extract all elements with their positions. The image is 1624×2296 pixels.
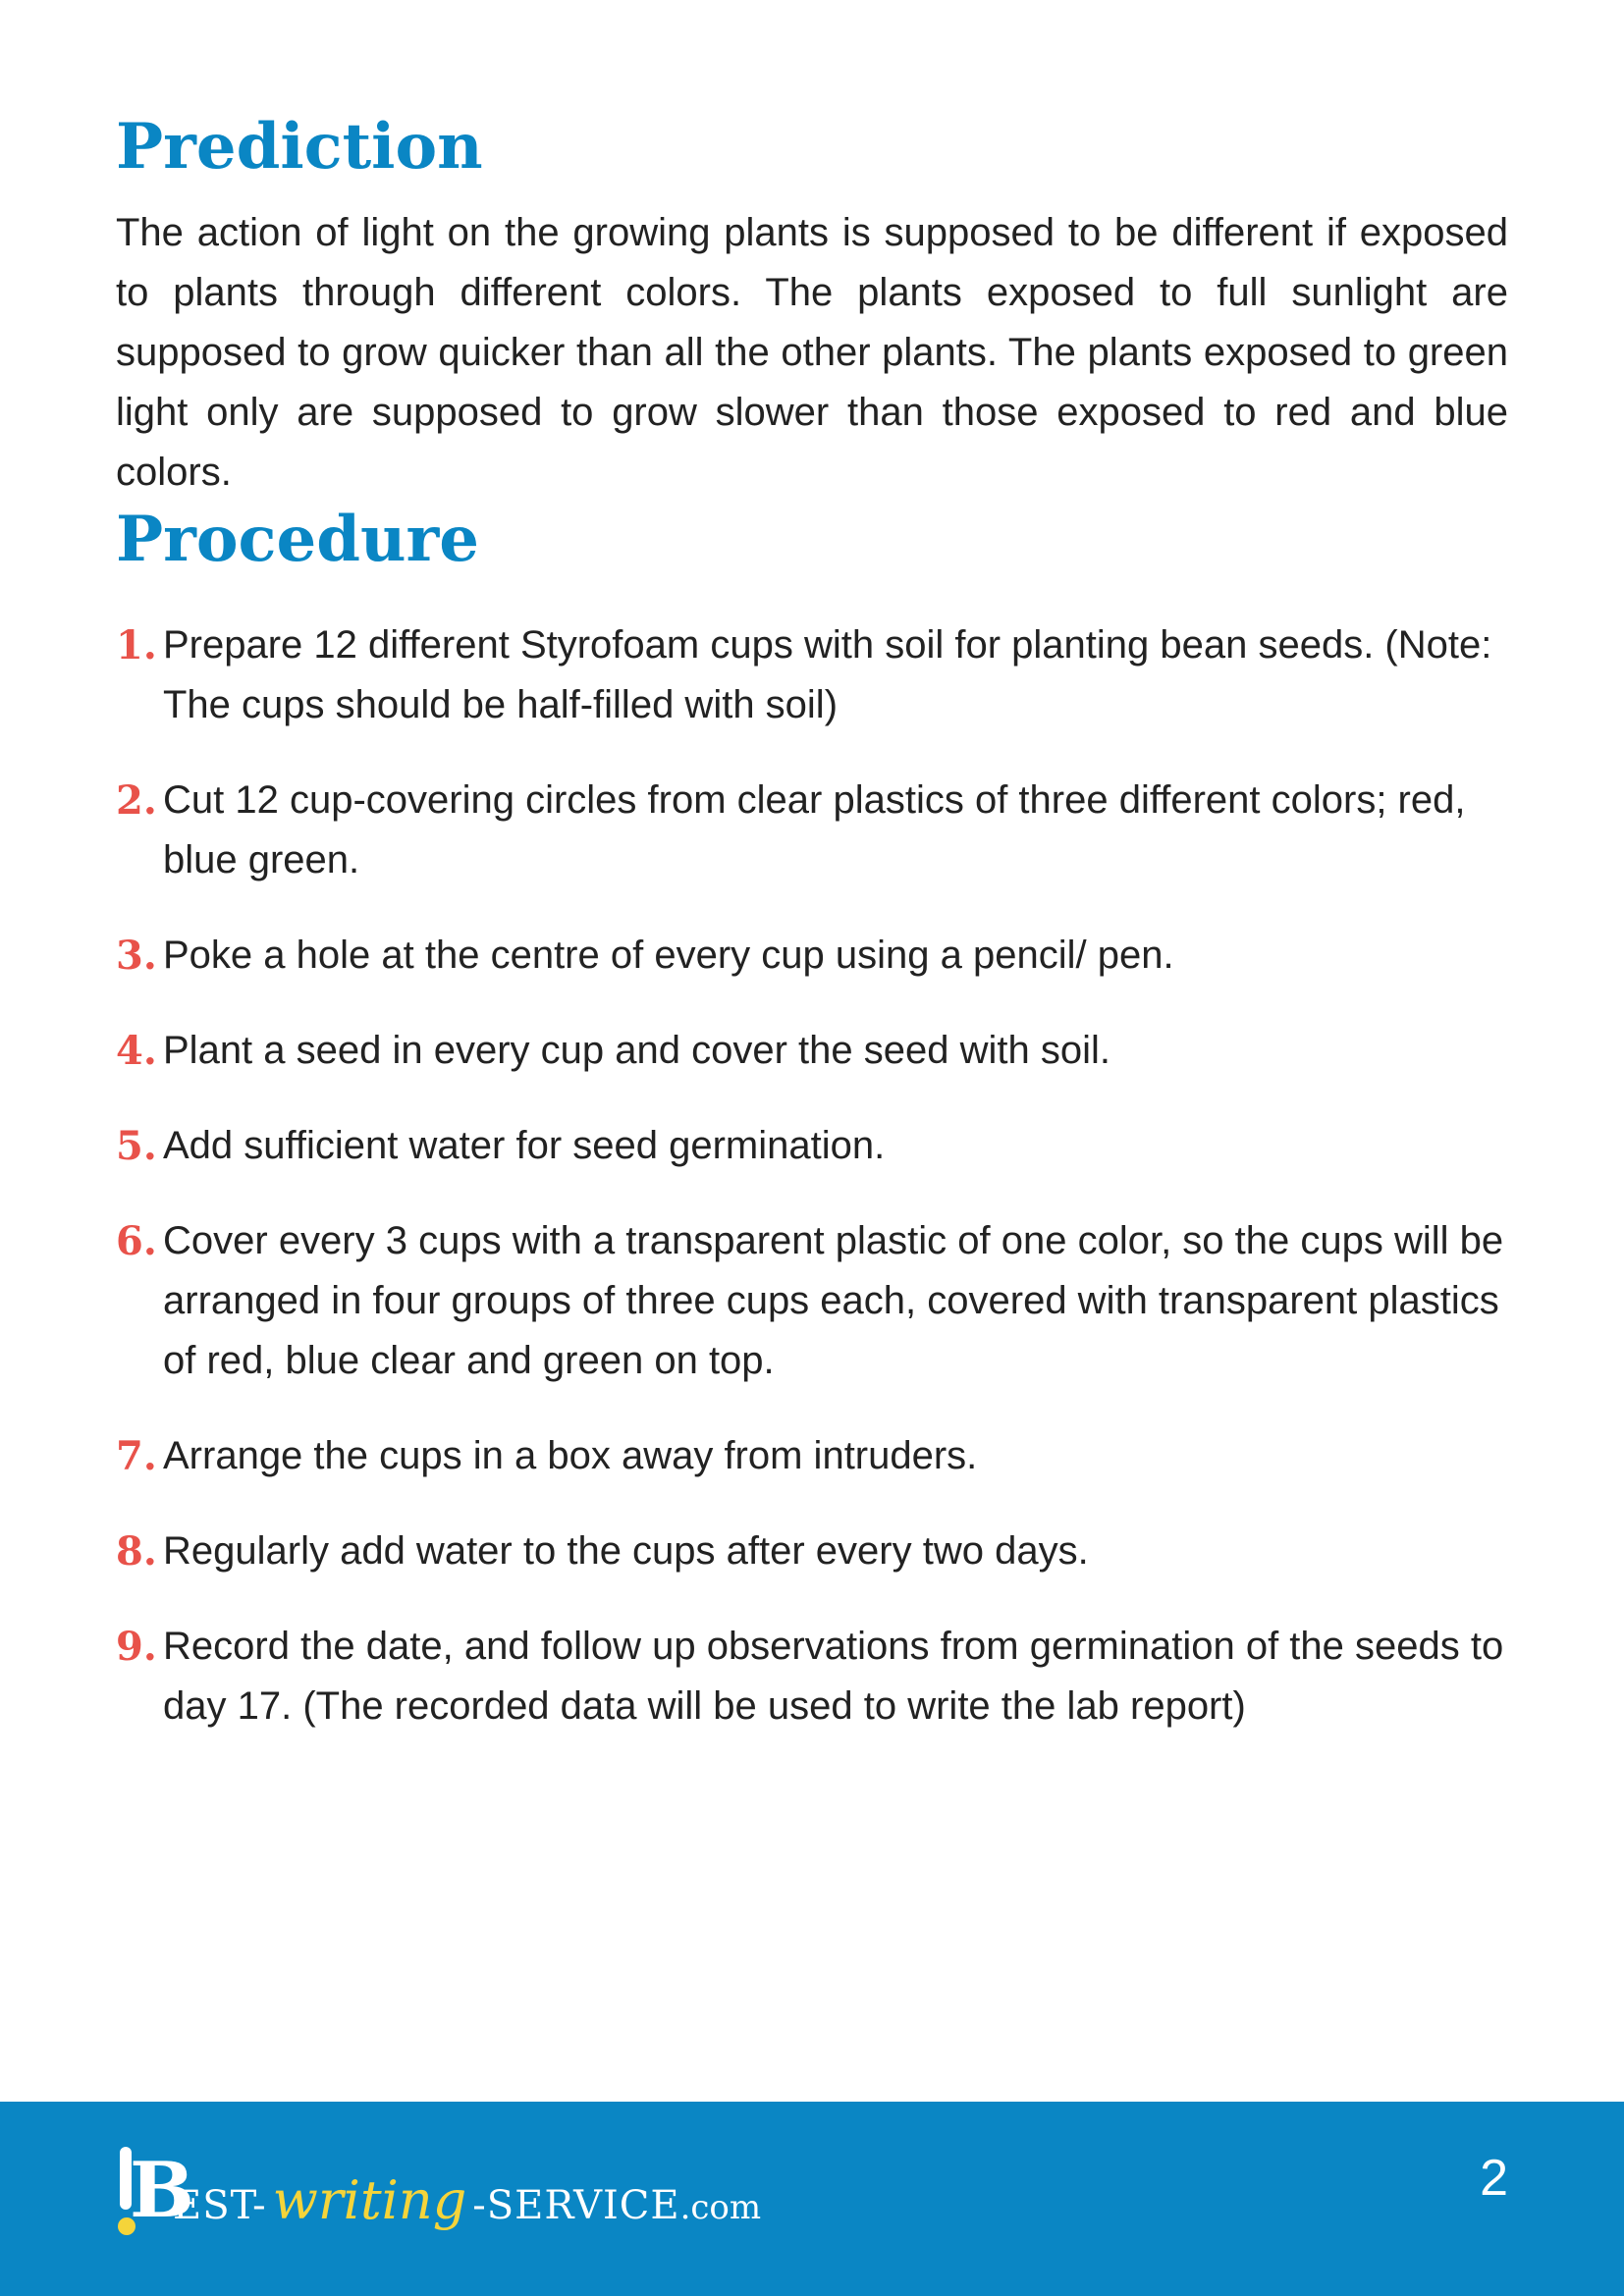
logo-mark-letter: B	[130, 2146, 194, 2235]
step-number: 4.	[116, 1027, 157, 1074]
procedure-step	[116, 1522, 1508, 1581]
step-number: 2.	[116, 776, 157, 824]
prediction-heading: Prediction	[116, 110, 483, 184]
brand-logo[interactable]	[116, 2139, 761, 2237]
step-number: 8.	[116, 1527, 157, 1575]
page-number: 2	[1480, 2150, 1508, 2207]
prediction-paragraph: The action of light on the growing plants is supposed to be different if exposed to plants through different colors. The plants exposed to full sunlight are supposed to grow quicker than all the other plants. The plants exposed to green light only are supposed to grow slower than those exposed to red and blue colors.	[116, 210, 1508, 494]
logo-mark-icon	[116, 2143, 194, 2237]
logo-wordmark	[173, 2169, 762, 2231]
step-number: 6.	[116, 1217, 157, 1264]
logo-text-best: EST-	[173, 2183, 267, 2228]
step-text: Regularly add water to the cups after every two days.	[163, 1528, 1089, 1573]
page-footer	[0, 2102, 1624, 2296]
procedure-step	[116, 771, 1508, 890]
step-text: Add sufficient water for seed germination.	[163, 1123, 886, 1167]
step-number: 1.	[116, 621, 157, 668]
procedure-steps-list	[116, 615, 1508, 1736]
step-text: Arrange the cups in a box away from intruders.	[163, 1433, 978, 1477]
step-text: Plant a seed in every cup and cover the seed with soil.	[163, 1028, 1110, 1072]
step-text: Poke a hole at the centre of every cup using a pencil/ pen.	[163, 933, 1174, 977]
step-number: 7.	[116, 1432, 157, 1479]
logo-text-writing: writing	[272, 2169, 467, 2231]
procedure-step	[116, 615, 1508, 735]
step-text: Cover every 3 cups with a transparent plastic of one color, so the cups will be arranged in four groups of three cups each, covered with transparent plastics of red, blue clear and green on top.	[163, 1218, 1504, 1382]
step-number: 3.	[116, 932, 157, 979]
procedure-step	[116, 1617, 1508, 1736]
procedure-step	[116, 926, 1508, 986]
step-text: Record the date, and follow up observations from germination of the seeds to day 17. (The recorded data will be used to write the lab report)	[163, 1624, 1504, 1728]
procedure-heading: Procedure	[116, 502, 479, 576]
logo-text-service: -SERVICE	[472, 2183, 680, 2228]
step-number: 5.	[116, 1122, 157, 1169]
step-number: 9.	[116, 1623, 157, 1670]
step-text: Cut 12 cup-covering circles from clear plastics of three different colors; red, blue green.	[163, 777, 1466, 881]
procedure-step	[116, 1021, 1508, 1081]
procedure-step	[116, 1426, 1508, 1486]
procedure-step	[116, 1116, 1508, 1176]
page-content	[116, 110, 1508, 1772]
logo-text-domain: .com	[679, 2188, 762, 2227]
step-text: Prepare 12 different Styrofoam cups with soil for planting bean seeds. (Note: The cups should be half-filled with soil)	[163, 622, 1492, 726]
procedure-step	[116, 1211, 1508, 1391]
